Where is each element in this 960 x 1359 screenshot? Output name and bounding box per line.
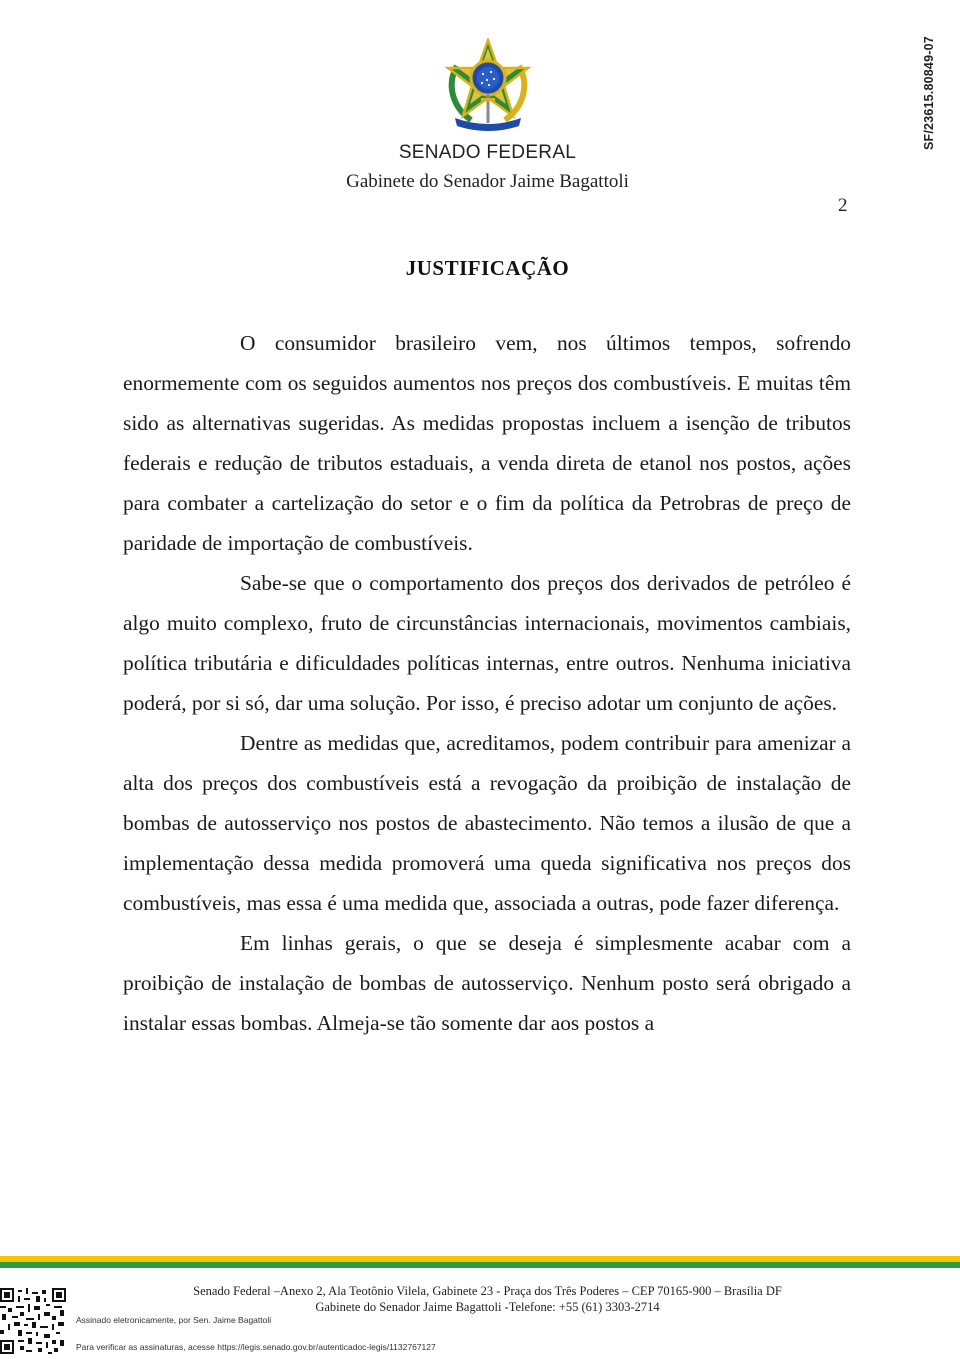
justification-body (123, 323, 851, 1043)
verification-link[interactable]: Para verificar as assinaturas, acesse https://legis.senado.gov.br/autenticadoc-legis/1132767127 (76, 1342, 436, 1352)
senate-name: SENADO FEDERAL (398, 142, 577, 163)
footer-address: Senado Federal –Anexo 2, Ala Teotônio Vilela, Gabinete 23 - Praça dos Três Poderes – CEP 70165-900 – Brasília DF (193, 1284, 782, 1298)
qr-code-icon (0, 1288, 66, 1354)
side-document-code: SF/23615.80849-07 (922, 36, 936, 150)
section-title: JUSTIFICAÇÃO (405, 256, 570, 280)
paragraph: Sabe-se que o comportamento dos preços dos derivados de petróleo é algo muito complexo, fruto de circunstâncias internacionais, movimentos cambiais, política tributária e dificuldades políticas internas, entre outros. Nenhuma iniciativa poderá, por si só, dar uma solução. Por isso, é preciso adotar um conjunto de ações. (123, 571, 851, 715)
paragraph: Dentre as medidas que, acreditamos, podem contribuir para amenizar a alta dos preços dos combustíveis está a revogação da proibição de instalação de bombas de autosserviço nos postos de abastecimento. Não temos a ilusão de que a implementação dessa medida promoverá uma queda significativa nos preços dos combustíveis, mas essa é uma medida que, associada a outras, pode fazer diferença. (123, 731, 851, 915)
footer-stripe-green (0, 1262, 960, 1268)
signature-note: Assinado eletronicamente, por Sen. Jaime Bagattoli (76, 1315, 272, 1325)
paragraph: O consumidor brasileiro vem, nos últimos tempos, sofrendo enormemente com os seguidos aumentos nos preços dos combustíveis. E muitas têm sido as alternativas sugeridas. As medidas propostas incluem a isenção de tributos federais e redução de tributos estaduais, a venda direta de etanol nos postos, ações para combater a cartelização do setor e o fim da política da Petrobras de preço de paridade de importação de combustíveis. (123, 331, 851, 555)
footer-contact: Gabinete do Senador Jaime Bagattoli -Telefone: +55 (61) 3303-2714 (315, 1300, 660, 1314)
paragraph: Em linhas gerais, o que se deseja é simplesmente acabar com a proibição de instalação de bombas de autosserviço. Nenhum posto será obrigado a instalar essas bombas. Almeja-se tão somente dar aos postos a (123, 931, 851, 1035)
page-number: 2 (838, 195, 848, 216)
coat-of-arms-icon (443, 38, 533, 132)
office-name: Gabinete do Senador Jaime Bagattoli (346, 171, 629, 192)
